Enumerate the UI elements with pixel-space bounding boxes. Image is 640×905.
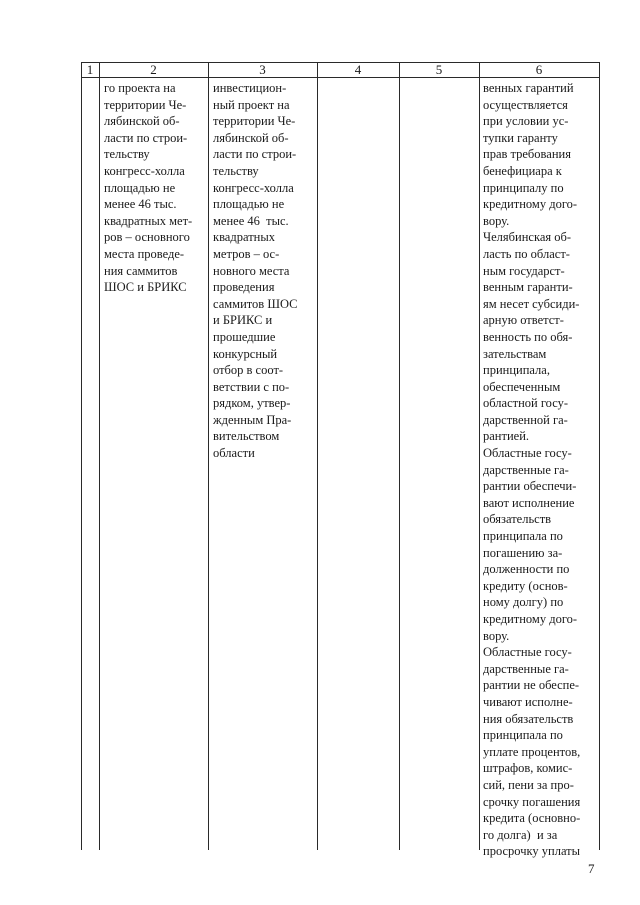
text-line: Областные госу- (483, 446, 572, 461)
text-line: тельству (104, 147, 150, 162)
text-line: ям несет субсиди- (483, 296, 580, 311)
header-cell-5: 5 (435, 62, 443, 77)
text-line: кредиту (основ- (483, 578, 568, 593)
text-line: метров – ос- (213, 246, 280, 261)
page-number: 7 (588, 861, 595, 876)
text-line: квадратных (213, 230, 275, 245)
text-line: Челябинская об- (483, 230, 572, 245)
header-cell-3: 3 (259, 62, 266, 77)
text-line: ным государст- (483, 263, 565, 278)
text-line: принципалу по (483, 180, 564, 195)
column-border (208, 62, 209, 850)
text-line: арную ответст- (483, 313, 564, 328)
text-line: менее 46 тыс. (213, 213, 289, 228)
text-line: ров – основного (104, 230, 190, 245)
text-line: ШОС и БРИКС (104, 280, 187, 295)
text-line: рантией. (483, 429, 530, 444)
text-line: просрочку уплаты (483, 844, 581, 859)
text-line: при условии ус- (483, 114, 569, 129)
text-line: принципала, (483, 363, 550, 378)
text-line: принципала по (483, 728, 563, 743)
text-line: бенефициара к (483, 163, 562, 178)
text-line: срочку погашения (483, 794, 581, 809)
text-line: площадью не (104, 180, 176, 195)
text-line: ному долгу) по (483, 595, 564, 610)
text-line: площадью не (213, 197, 285, 212)
text-line: вору. (483, 628, 510, 643)
text-line: обязательств (483, 512, 552, 527)
text-line: ния саммитов (104, 263, 178, 278)
text-line: территории Че- (104, 97, 187, 112)
text-line: зательствам (483, 346, 547, 361)
text-line: ния обязательств (483, 711, 574, 726)
text-line: проведения (213, 280, 275, 295)
text-line: кредитному дого- (483, 612, 578, 626)
text-line: области (213, 446, 255, 461)
text-line: тупки гаранту (483, 130, 558, 145)
text-line: лябинской об- (213, 130, 289, 145)
text-line: конгресс-холла (213, 180, 294, 195)
text-line: вают исполнение (483, 495, 575, 510)
text-line: новного места (213, 263, 290, 278)
text-line: тельству (213, 163, 259, 178)
column-border (479, 62, 480, 850)
text-line: вору. (483, 213, 510, 228)
header-cell-6: 6 (535, 62, 543, 77)
header-cell-4: 4 (354, 62, 362, 77)
text-line: жденным Пра- (213, 412, 292, 427)
text-line: ласти по строи- (213, 147, 297, 162)
text-line: саммитов ШОС (213, 296, 298, 311)
text-line: принципала по (483, 529, 563, 544)
column-border (99, 62, 100, 850)
text-line: Областные госу- (483, 645, 572, 660)
text-line: ветствии с по- (213, 379, 290, 394)
text-line: лябинской об- (104, 114, 180, 129)
text-line: места проведе- (104, 246, 185, 261)
column-border (399, 62, 400, 850)
text-line: рядком, утвер- (213, 396, 291, 411)
table-cell-column-3 (213, 80, 315, 462)
text-line: сий, пени за про- (483, 777, 574, 792)
text-line: чивают исполне- (483, 694, 573, 709)
text-line: менее 46 тыс. (104, 197, 177, 212)
text-line: дарственные га- (483, 661, 569, 676)
text-line: обеспеченным (483, 379, 561, 394)
text-line: осуществляется (483, 97, 568, 112)
column-border (599, 62, 600, 850)
text-line: венность по обя- (483, 329, 573, 344)
column-border (81, 62, 82, 850)
text-line: отбор в соот- (213, 363, 284, 378)
header-cell-1: 1 (86, 62, 94, 77)
text-line: областной госу- (483, 396, 569, 411)
text-line: прошедшие (213, 329, 276, 344)
text-line: инвестицион- (213, 81, 287, 95)
text-line: венных гарантий (483, 81, 574, 95)
text-line: го проекта на (104, 81, 176, 95)
text-line: кредитному дого- (483, 197, 578, 212)
text-line: долженности по (483, 562, 570, 577)
text-line: ный проект на (213, 97, 290, 112)
text-line: и БРИКС и (213, 313, 273, 328)
text-line: ласти по строи- (104, 130, 188, 145)
text-line: го долга) и за (483, 827, 558, 842)
text-line: уплате процентов, (483, 744, 581, 759)
text-line: дарственной га- (483, 412, 568, 427)
text-line: венным гаранти- (483, 280, 573, 295)
text-line: рантии обеспечи- (483, 479, 577, 494)
text-line: дарственные га- (483, 462, 569, 477)
header-cell-2: 2 (150, 62, 157, 77)
text-line: штрафов, комис- (483, 761, 573, 776)
table-cell-column-6 (483, 80, 597, 860)
header-bottom-border (81, 77, 600, 78)
text-line: погашению за- (483, 545, 563, 560)
text-line: конкурсный (213, 346, 278, 361)
text-line: кредита (основно- (483, 811, 581, 826)
text-line: территории Че- (213, 114, 296, 129)
text-line: рантии не обеспе- (483, 678, 580, 693)
text-line: квадратных мет- (104, 213, 193, 228)
table-cell-column-2 (104, 80, 206, 296)
text-line: ласть по област- (483, 246, 570, 261)
column-border (317, 62, 318, 850)
text-line: прав требования (483, 147, 571, 162)
text-line: конгресс-холла (104, 163, 185, 178)
text-line: вительством (213, 429, 280, 444)
